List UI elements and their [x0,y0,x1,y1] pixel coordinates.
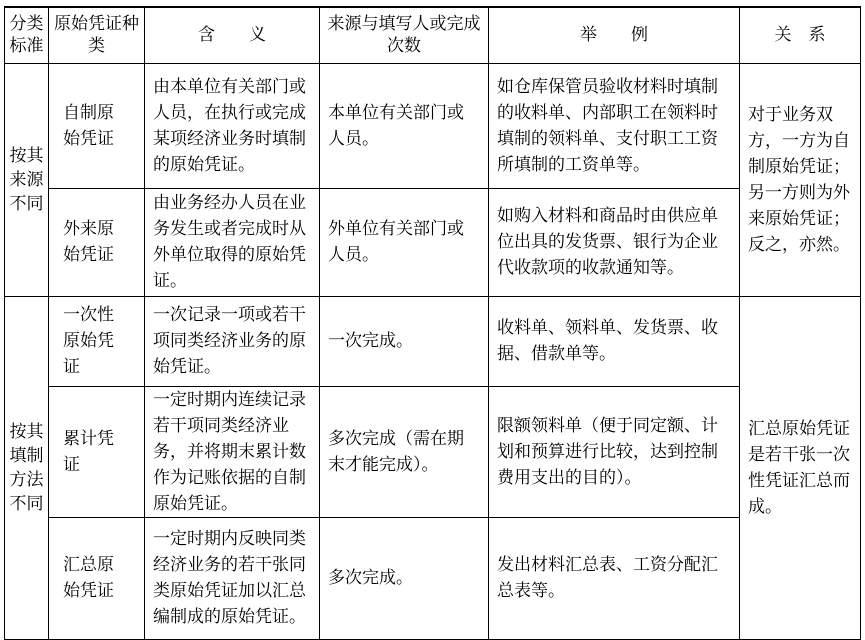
header-relation: 关 系 [740,7,861,63]
category-cell: 按其来源不同 [5,63,49,296]
type-cell: 自制原始凭证 [49,63,145,188]
header-type: 原始凭证种类 [49,7,145,63]
header-category: 分类标准 [5,7,49,63]
category-cell: 按其填制方法不同 [5,296,49,639]
header-row [5,7,861,63]
header-source: 来源与填写人或完成次数 [320,7,489,63]
header-meaning: 含 义 [145,7,320,63]
meaning-cell: 一次记录一项或若干项同类经济业务的原始凭证。 [145,296,320,386]
table-row [5,296,861,386]
type-cell: 累计凭证 [49,386,145,517]
source-cell: 本单位有关部门或人员。 [320,63,489,188]
table-row [5,188,861,296]
source-cell: 一次完成。 [320,296,489,386]
table-row [5,63,861,188]
example-cell: 限额领料单（便于同定额、计划和预算进行比较，达到控制费用支出的目的）。 [489,386,740,517]
type-cell: 汇总原始凭证 [49,517,145,639]
relation-cell: 汇总原始凭证是若干张一次性凭证汇总而成。 [740,296,861,639]
meaning-cell: 一定时期内连续记录若干项同类经济业务，并将期末累计数作为记账依据的自制原始凭证。 [145,386,320,517]
table-row [5,517,861,639]
example-cell: 如仓库保管员验收材料时填制的收料单、内部职工在领料时填制的领料单、支付职工工资所填制的工资单等。 [489,63,740,188]
source-cell: 外单位有关部门或人员。 [320,188,489,296]
source-cell: 多次完成。 [320,517,489,639]
example-cell: 发出材料汇总表、工资分配汇总表等。 [489,517,740,639]
example-cell: 如购入材料和商品时由供应单位出具的发货票、银行为企业代收款项的收款通知等。 [489,188,740,296]
header-example: 举 例 [489,7,740,63]
voucher-classification-table [4,6,861,640]
relation-cell: 对于业务双方，一方为自制原始凭证；另一方则为外来原始凭证；反之，亦然。 [740,63,861,296]
meaning-cell: 由业务经办人员在业务发生或者完成时从外单位取得的原始凭证。 [145,188,320,296]
table-row [5,386,861,517]
meaning-cell: 由本单位有关部门或人员，在执行或完成某项经济业务时填制的原始凭证。 [145,63,320,188]
type-cell: 外来原始凭证 [49,188,145,296]
source-cell: 多次完成（需在期末才能完成）。 [320,386,489,517]
example-cell: 收料单、领料单、发货票、收据、借款单等。 [489,296,740,386]
type-cell: 一次性原始凭证 [49,296,145,386]
meaning-cell: 一定时期内反映同类经济业务的若干张同类原始凭证加以汇总编制成的原始凭证。 [145,517,320,639]
